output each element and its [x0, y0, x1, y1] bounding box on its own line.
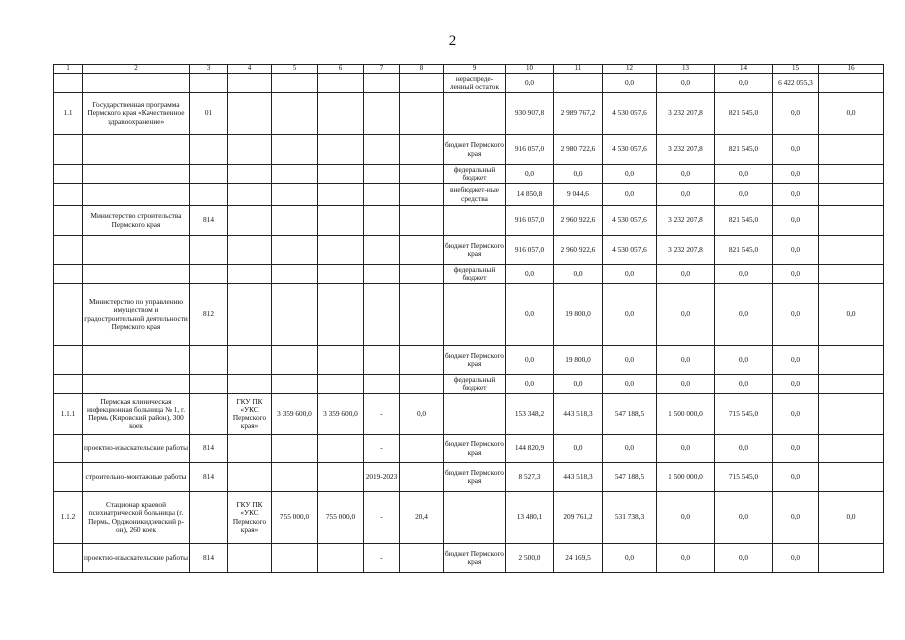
table-row — [54, 463, 884, 492]
table-cell-col-9 — [444, 394, 506, 435]
table-cell-col-1 — [54, 346, 83, 375]
table-cell-col-7 — [364, 206, 400, 236]
column-number-6: 6 — [318, 65, 364, 74]
table-cell-col-6: 755 000,0 — [318, 492, 364, 544]
table-cell-col-16 — [819, 394, 884, 435]
table-row — [54, 544, 884, 573]
table-cell-col-7 — [364, 375, 400, 394]
table-cell-col-3 — [190, 236, 228, 265]
table-cell-col-12: 0,0 — [603, 265, 657, 284]
table-cell-col-3 — [190, 74, 228, 93]
table-cell-col-13: 3 232 207,8 — [657, 236, 715, 265]
table-cell-col-10: 0,0 — [506, 346, 554, 375]
table-cell-col-3 — [190, 375, 228, 394]
table-cell-col-6 — [318, 435, 364, 463]
table-row — [54, 236, 884, 265]
table-row — [54, 184, 884, 206]
table-row — [54, 93, 884, 135]
table-cell-col-4 — [228, 74, 272, 93]
table-cell-col-12: 0,0 — [603, 346, 657, 375]
table-cell-col-13: 3 232 207,8 — [657, 93, 715, 135]
table-cell-col-14: 821 545,0 — [715, 236, 773, 265]
table-cell-col-1 — [54, 463, 83, 492]
table-cell-col-8 — [400, 375, 444, 394]
column-number-5: 5 — [272, 65, 318, 74]
table-cell-col-5 — [272, 284, 318, 346]
table-cell-col-10: 0,0 — [506, 165, 554, 184]
table-cell-col-14: 0,0 — [715, 284, 773, 346]
table-cell-col-3 — [190, 346, 228, 375]
budget-table — [53, 64, 884, 573]
table-body — [54, 74, 884, 573]
table-cell-col-14: 821 545,0 — [715, 135, 773, 165]
table-cell-col-11: 2 989 767,2 — [554, 93, 603, 135]
table-cell-col-2: строительно-монтажные работы — [83, 463, 190, 492]
table-cell-col-10: 916 057,0 — [506, 135, 554, 165]
table-row — [54, 375, 884, 394]
table-cell-col-4 — [228, 435, 272, 463]
table-cell-col-7 — [364, 135, 400, 165]
table-cell-col-9: бюджет Пермского края — [444, 135, 506, 165]
table-cell-col-13: 0,0 — [657, 435, 715, 463]
table-cell-col-10: 916 057,0 — [506, 236, 554, 265]
table-cell-col-11: 209 761,2 — [554, 492, 603, 544]
table-cell-col-6 — [318, 165, 364, 184]
table-cell-col-9: бюджет Пермского края — [444, 346, 506, 375]
table-cell-col-11: 0,0 — [554, 375, 603, 394]
table-cell-col-15: 0,0 — [773, 492, 819, 544]
table-cell-col-4 — [228, 375, 272, 394]
table-cell-col-10: 13 480,1 — [506, 492, 554, 544]
table-cell-col-11 — [554, 74, 603, 93]
table-cell-col-5 — [272, 93, 318, 135]
table-cell-col-12: 547 188,5 — [603, 463, 657, 492]
table-cell-col-3 — [190, 135, 228, 165]
table-cell-col-8 — [400, 93, 444, 135]
table-cell-col-10: 14 850,8 — [506, 184, 554, 206]
table-row — [54, 265, 884, 284]
table-cell-col-8: 0,0 — [400, 394, 444, 435]
table-cell-col-6 — [318, 206, 364, 236]
table-cell-col-16 — [819, 206, 884, 236]
table-cell-col-11: 2 960 922,6 — [554, 236, 603, 265]
table-cell-col-4 — [228, 544, 272, 573]
table-cell-col-16 — [819, 236, 884, 265]
column-number-15: 15 — [773, 65, 819, 74]
table-cell-col-4 — [228, 206, 272, 236]
table-cell-col-9: бюджет Пермского края — [444, 463, 506, 492]
table-cell-col-16 — [819, 544, 884, 573]
table-cell-col-15: 0,0 — [773, 544, 819, 573]
table-cell-col-3 — [190, 265, 228, 284]
table-cell-col-8 — [400, 184, 444, 206]
table-cell-col-10: 0,0 — [506, 284, 554, 346]
table-cell-col-12: 4 530 057,6 — [603, 93, 657, 135]
table-cell-col-9: федеральный бюджет — [444, 165, 506, 184]
table-cell-col-13: 0,0 — [657, 346, 715, 375]
table-cell-col-6 — [318, 184, 364, 206]
table-cell-col-15: 0,0 — [773, 165, 819, 184]
table-cell-col-3: 814 — [190, 206, 228, 236]
table-cell-col-2: проектно-изыскательские работы — [83, 435, 190, 463]
table-cell-col-11: 0,0 — [554, 165, 603, 184]
table-cell-col-2: Министерство по управлению имуществом и градостроительной деятельности Пермского края — [83, 284, 190, 346]
table-cell-col-13: 1 500 000,0 — [657, 394, 715, 435]
table-cell-col-11: 2 960 922,6 — [554, 206, 603, 236]
table-cell-col-14: 0,0 — [715, 492, 773, 544]
table-cell-col-13: 0,0 — [657, 265, 715, 284]
table-cell-col-1 — [54, 135, 83, 165]
table-cell-col-6 — [318, 265, 364, 284]
table-cell-col-16: 0,0 — [819, 93, 884, 135]
table-cell-col-10: 930 907,8 — [506, 93, 554, 135]
table-cell-col-4 — [228, 284, 272, 346]
table-row — [54, 346, 884, 375]
table-cell-col-6 — [318, 135, 364, 165]
table-cell-col-11: 19 800,0 — [554, 346, 603, 375]
table-cell-col-8 — [400, 284, 444, 346]
column-number-10: 10 — [506, 65, 554, 74]
column-number-13: 13 — [657, 65, 715, 74]
table-cell-col-7 — [364, 165, 400, 184]
table-cell-col-4: ГКУ ПК «УКС Пермского края» — [228, 492, 272, 544]
table-cell-col-2 — [83, 74, 190, 93]
table-cell-col-8: 20,4 — [400, 492, 444, 544]
table-cell-col-15: 0,0 — [773, 463, 819, 492]
table-cell-col-13: 0,0 — [657, 165, 715, 184]
table-cell-col-15: 0,0 — [773, 375, 819, 394]
table-cell-col-1 — [54, 74, 83, 93]
table-cell-col-10: 2 500,0 — [506, 544, 554, 573]
table-cell-col-5 — [272, 375, 318, 394]
table-row — [54, 394, 884, 435]
column-number-2: 2 — [83, 65, 190, 74]
table-cell-col-15: 0,0 — [773, 184, 819, 206]
table-cell-col-10: 8 527,3 — [506, 463, 554, 492]
table-cell-col-2 — [83, 135, 190, 165]
table-cell-col-11: 2 980 722,6 — [554, 135, 603, 165]
table-cell-col-12: 547 188,5 — [603, 394, 657, 435]
table-cell-col-1 — [54, 165, 83, 184]
table-cell-col-3: 814 — [190, 435, 228, 463]
table-cell-col-15: 0,0 — [773, 93, 819, 135]
table-cell-col-15: 0,0 — [773, 435, 819, 463]
table-cell-col-7 — [364, 184, 400, 206]
table-cell-col-5 — [272, 184, 318, 206]
table-cell-col-14: 0,0 — [715, 544, 773, 573]
table-cell-col-12: 0,0 — [603, 284, 657, 346]
table-cell-col-13: 0,0 — [657, 74, 715, 93]
table-cell-col-2 — [83, 165, 190, 184]
table-cell-col-1 — [54, 236, 83, 265]
table-cell-col-13: 1 500 000,0 — [657, 463, 715, 492]
table-cell-col-9 — [444, 492, 506, 544]
table-cell-col-8 — [400, 135, 444, 165]
column-number-row — [54, 65, 884, 74]
table-cell-col-10: 144 820,9 — [506, 435, 554, 463]
table-cell-col-7 — [364, 284, 400, 346]
column-number-3: 3 — [190, 65, 228, 74]
table-cell-col-10: 0,0 — [506, 74, 554, 93]
table-cell-col-1: 1.1.1 — [54, 394, 83, 435]
table-cell-col-15: 0,0 — [773, 265, 819, 284]
table-cell-col-13: 0,0 — [657, 284, 715, 346]
table-cell-col-15: 0,0 — [773, 394, 819, 435]
table-cell-col-9: федеральный бюджет — [444, 375, 506, 394]
table-cell-col-10: 153 348,2 — [506, 394, 554, 435]
table-cell-col-12: 0,0 — [603, 184, 657, 206]
table-cell-col-4 — [228, 236, 272, 265]
table-cell-col-3: 814 — [190, 544, 228, 573]
table-cell-col-15: 6 422 055,3 — [773, 74, 819, 93]
table-cell-col-16 — [819, 435, 884, 463]
table-cell-col-8 — [400, 206, 444, 236]
table-cell-col-6: 3 359 600,0 — [318, 394, 364, 435]
table-cell-col-6 — [318, 93, 364, 135]
table-cell-col-6 — [318, 375, 364, 394]
table-cell-col-5: 3 359 600,0 — [272, 394, 318, 435]
table-cell-col-8 — [400, 74, 444, 93]
table-cell-col-9: внебюджет-ные средства — [444, 184, 506, 206]
table-cell-col-1 — [54, 184, 83, 206]
table-cell-col-3 — [190, 492, 228, 544]
table-cell-col-9 — [444, 93, 506, 135]
column-number-16: 16 — [819, 65, 884, 74]
table-cell-col-5 — [272, 206, 318, 236]
table-cell-col-7: - — [364, 492, 400, 544]
table-cell-col-15: 0,0 — [773, 135, 819, 165]
table-cell-col-5: 755 000,0 — [272, 492, 318, 544]
table-cell-col-14: 821 545,0 — [715, 93, 773, 135]
table-cell-col-13: 3 232 207,8 — [657, 206, 715, 236]
table-cell-col-16 — [819, 346, 884, 375]
table-cell-col-3: 812 — [190, 284, 228, 346]
table-cell-col-4 — [228, 93, 272, 135]
table-cell-col-1 — [54, 435, 83, 463]
table-cell-col-4 — [228, 184, 272, 206]
table-cell-col-4 — [228, 346, 272, 375]
table-cell-col-16 — [819, 184, 884, 206]
table-cell-col-2: Министерство строительства Пермского края — [83, 206, 190, 236]
table-cell-col-5 — [272, 435, 318, 463]
table-cell-col-13: 0,0 — [657, 375, 715, 394]
table-cell-col-13: 0,0 — [657, 184, 715, 206]
table-cell-col-11: 443 518,3 — [554, 463, 603, 492]
table-cell-col-6 — [318, 284, 364, 346]
table-cell-col-9: федеральный бюджет — [444, 265, 506, 284]
table-cell-col-6 — [318, 463, 364, 492]
table-cell-col-12: 531 738,3 — [603, 492, 657, 544]
table-cell-col-2 — [83, 346, 190, 375]
table-cell-col-8 — [400, 165, 444, 184]
table-cell-col-14: 821 545,0 — [715, 206, 773, 236]
table-cell-col-9 — [444, 284, 506, 346]
table-cell-col-16 — [819, 165, 884, 184]
table-cell-col-3 — [190, 394, 228, 435]
table-cell-col-5 — [272, 544, 318, 573]
table-cell-col-12: 0,0 — [603, 544, 657, 573]
table-cell-col-2: Пермская клиническая инфекционная больница № 1, г. Пермь (Кировский район), 300 коек — [83, 394, 190, 435]
table-cell-col-14: 715 545,0 — [715, 394, 773, 435]
table-cell-col-6 — [318, 236, 364, 265]
table-cell-col-12: 4 530 057,6 — [603, 135, 657, 165]
table-cell-col-14: 0,0 — [715, 184, 773, 206]
table-cell-col-2 — [83, 375, 190, 394]
table-cell-col-11: 443 518,3 — [554, 394, 603, 435]
table-cell-col-1: 1.1 — [54, 93, 83, 135]
table-cell-col-10: 0,0 — [506, 375, 554, 394]
table-row — [54, 135, 884, 165]
table-cell-col-11: 0,0 — [554, 265, 603, 284]
table-cell-col-3: 814 — [190, 463, 228, 492]
table-cell-col-5 — [272, 346, 318, 375]
table-cell-col-11: 0,0 — [554, 435, 603, 463]
table-row — [54, 492, 884, 544]
table-cell-col-15: 0,0 — [773, 346, 819, 375]
table-cell-col-2 — [83, 236, 190, 265]
table-cell-col-9: нераспреде-ленный остаток — [444, 74, 506, 93]
table-row — [54, 284, 884, 346]
table-cell-col-7 — [364, 236, 400, 265]
table-cell-col-11: 19 800,0 — [554, 284, 603, 346]
table-cell-col-14: 715 545,0 — [715, 463, 773, 492]
table-cell-col-13: 3 232 207,8 — [657, 135, 715, 165]
table-cell-col-14: 0,0 — [715, 74, 773, 93]
table-cell-col-14: 0,0 — [715, 165, 773, 184]
table-cell-col-9: бюджет Пермского края — [444, 544, 506, 573]
column-number-12: 12 — [603, 65, 657, 74]
table-cell-col-7 — [364, 265, 400, 284]
table-cell-col-6 — [318, 346, 364, 375]
table-cell-col-14: 0,0 — [715, 265, 773, 284]
table-cell-col-7 — [364, 93, 400, 135]
column-number-11: 11 — [554, 65, 603, 74]
table-cell-col-2: проектно-изыскательские работы — [83, 544, 190, 573]
table-cell-col-4 — [228, 265, 272, 284]
table-row — [54, 206, 884, 236]
table-cell-col-1 — [54, 265, 83, 284]
table-cell-col-8 — [400, 346, 444, 375]
table-cell-col-8 — [400, 265, 444, 284]
table-cell-col-13: 0,0 — [657, 492, 715, 544]
column-number-1: 1 — [54, 65, 83, 74]
table-cell-col-10: 0,0 — [506, 265, 554, 284]
table-cell-col-14: 0,0 — [715, 435, 773, 463]
table-cell-col-2 — [83, 265, 190, 284]
table-cell-col-4 — [228, 135, 272, 165]
column-number-8: 8 — [400, 65, 444, 74]
table-cell-col-2: Государственная программа Пермского края «Качественное здравоохранение» — [83, 93, 190, 135]
table-cell-col-7 — [364, 74, 400, 93]
table-cell-col-15: 0,0 — [773, 236, 819, 265]
table-cell-col-2 — [83, 184, 190, 206]
table-cell-col-8 — [400, 236, 444, 265]
table-cell-col-3: 01 — [190, 93, 228, 135]
table-cell-col-16 — [819, 463, 884, 492]
table-cell-col-11: 24 169,5 — [554, 544, 603, 573]
table-cell-col-15: 0,0 — [773, 284, 819, 346]
table-cell-col-12: 0,0 — [603, 165, 657, 184]
table-cell-col-5 — [272, 74, 318, 93]
table-cell-col-4 — [228, 165, 272, 184]
table-cell-col-13: 0,0 — [657, 544, 715, 573]
table-cell-col-4: ГКУ ПК «УКС Пермского края» — [228, 394, 272, 435]
table-cell-col-16 — [819, 375, 884, 394]
table-cell-col-7: - — [364, 435, 400, 463]
table-cell-col-15: 0,0 — [773, 206, 819, 236]
table-cell-col-16 — [819, 265, 884, 284]
table-cell-col-3 — [190, 165, 228, 184]
table-cell-col-12: 0,0 — [603, 375, 657, 394]
table-cell-col-12: 4 530 057,6 — [603, 236, 657, 265]
table-cell-col-12: 0,0 — [603, 74, 657, 93]
table-cell-col-6 — [318, 74, 364, 93]
table-cell-col-12: 0,0 — [603, 435, 657, 463]
table-cell-col-5 — [272, 463, 318, 492]
table-row — [54, 74, 884, 93]
page-number: 2 — [448, 33, 457, 49]
table-cell-col-5 — [272, 165, 318, 184]
table-cell-col-4 — [228, 463, 272, 492]
table-cell-col-16 — [819, 74, 884, 93]
table-cell-col-9: бюджет Пермского края — [444, 435, 506, 463]
table-cell-col-6 — [318, 544, 364, 573]
column-number-14: 14 — [715, 65, 773, 74]
column-number-9: 9 — [444, 65, 506, 74]
table-cell-col-1: 1.1.2 — [54, 492, 83, 544]
table-cell-col-9 — [444, 206, 506, 236]
table-row — [54, 435, 884, 463]
table-cell-col-1 — [54, 375, 83, 394]
table-cell-col-8 — [400, 544, 444, 573]
table-cell-col-16 — [819, 135, 884, 165]
table-cell-col-8 — [400, 435, 444, 463]
table-cell-col-16: 0,0 — [819, 284, 884, 346]
table-cell-col-7 — [364, 346, 400, 375]
table-cell-col-8 — [400, 463, 444, 492]
table-cell-col-7: 2019-2023 — [364, 463, 400, 492]
table-row — [54, 165, 884, 184]
table-cell-col-11: 9 044,6 — [554, 184, 603, 206]
table-cell-col-5 — [272, 135, 318, 165]
table-cell-col-1 — [54, 206, 83, 236]
table-cell-col-1 — [54, 544, 83, 573]
table-cell-col-7: - — [364, 544, 400, 573]
table-cell-col-14: 0,0 — [715, 346, 773, 375]
column-number-4: 4 — [228, 65, 272, 74]
table-cell-col-1 — [54, 284, 83, 346]
column-number-7: 7 — [364, 65, 400, 74]
table-cell-col-9: бюджет Пермского края — [444, 236, 506, 265]
table-cell-col-16: 0,0 — [819, 492, 884, 544]
table-cell-col-12: 4 530 057,6 — [603, 206, 657, 236]
table-cell-col-3 — [190, 184, 228, 206]
table-cell-col-5 — [272, 265, 318, 284]
table-cell-col-5 — [272, 236, 318, 265]
table-cell-col-2: Стационар краевой психиатрической больницы (г. Пермь, Орджоникидзевский р-он), 260 коек — [83, 492, 190, 544]
table-cell-col-10: 916 057,0 — [506, 206, 554, 236]
table-cell-col-7: - — [364, 394, 400, 435]
table-cell-col-14: 0,0 — [715, 375, 773, 394]
